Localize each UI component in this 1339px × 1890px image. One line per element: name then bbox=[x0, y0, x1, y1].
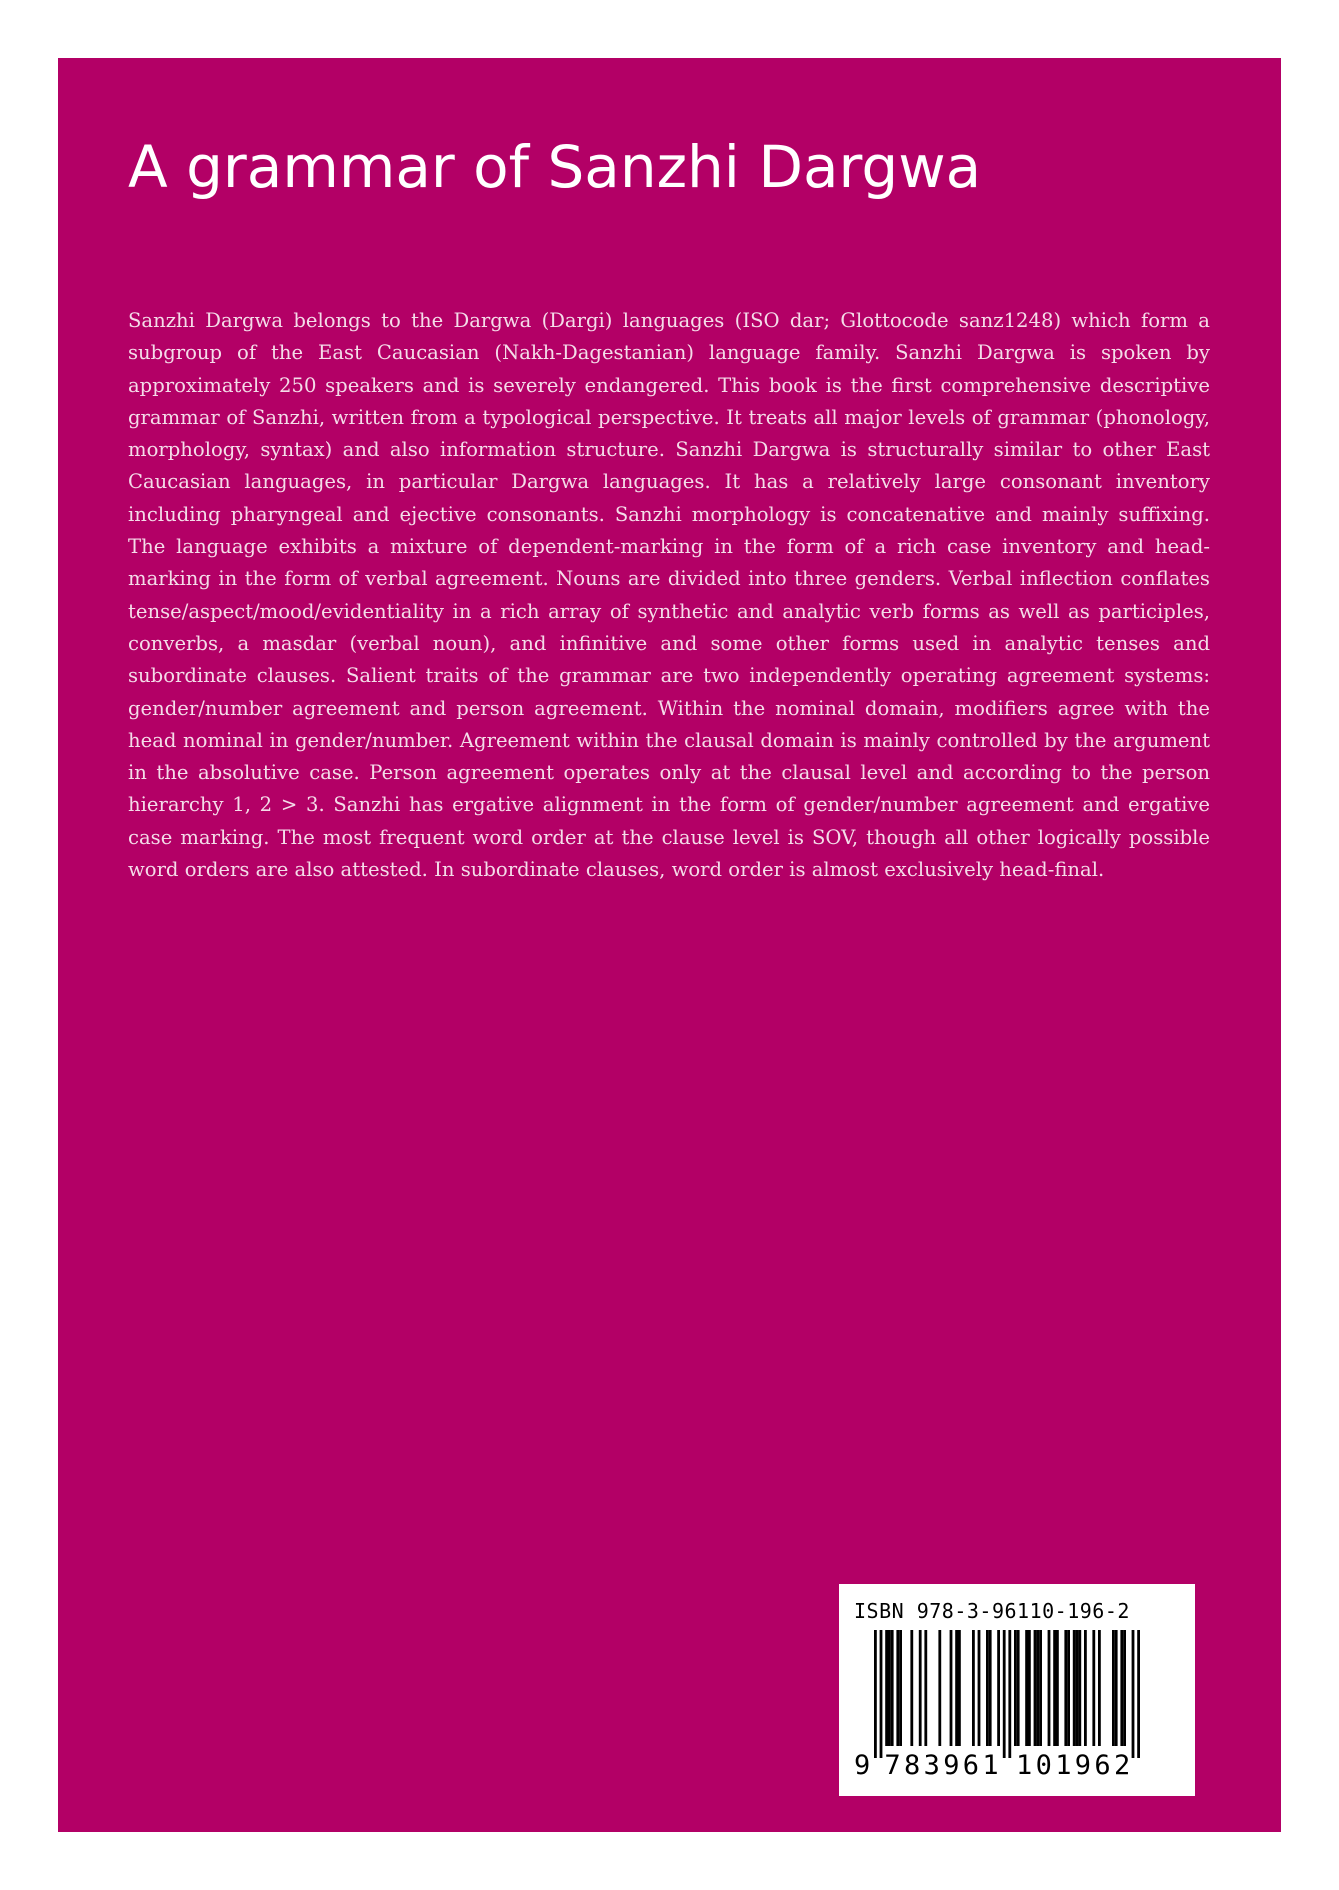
barcode-bar bbox=[955, 1630, 958, 1746]
barcode-bar bbox=[1028, 1630, 1031, 1746]
barcode-digit: 6 bbox=[962, 1750, 980, 1781]
barcode-bar bbox=[1008, 1630, 1011, 1758]
barcode-bar bbox=[997, 1630, 1000, 1746]
barcode-bar bbox=[1053, 1630, 1056, 1746]
barcode-bar bbox=[885, 1630, 888, 1746]
barcode-digit: 7 bbox=[884, 1750, 901, 1781]
barcode-bar bbox=[1073, 1630, 1076, 1746]
barcode-bar bbox=[1034, 1630, 1037, 1746]
barcode-bar bbox=[880, 1630, 883, 1758]
barcode-bar bbox=[1120, 1630, 1123, 1746]
barcode-bars bbox=[854, 1630, 1180, 1758]
barcode-digit: 1 bbox=[1016, 1750, 1033, 1781]
barcode-bar bbox=[1076, 1630, 1079, 1746]
barcode-digit: 8 bbox=[904, 1750, 921, 1781]
book-description: Sanzhi Dargwa belongs to the Dargwa (Dargi) languages (ISO dar; Glottocode sanz1248) which form a subgroup of the East Caucasian (Nakh-Dagestanian) language family. Sanzhi Dargwa is spoken by approximately 250 speakers and is severely endangered. This book is the first comprehensive descriptive grammar of Sanzhi, written from a typological perspective. It treats all major levels of grammar (phonology, morphology, syntax) and also information structure. Sanzhi Dargwa is structurally similar to other East Caucasian languages, in particular Dargwa languages. It has a relatively large consonant inventory including pharyngeal and ejective consonants. Sanzhi morphology is concatenative and mainly suffixing. The language exhibits a mixture of dependent-marking in the form of a rich case inventory and head-marking in the form of verbal agreement. Nouns are divided into three genders. Verbal inflection conflates tense/aspect/​mood/evidentiality in a rich array of synthetic and analytic verb forms as well as participles, converbs, a masdar (verbal noun), and infinitive and some other forms used in analytic tenses and subordinate clauses. Salient traits of the grammar are two independently operating agreement systems: gender/number agreement and person agreement. Within the nominal domain, modifiers agree with the head nominal in gender/number. Agreement within the clausal domain is mainly controlled by the argument in the absolutive case. Person agreement operates only at the clausal level and according to the person hierarchy 1, 2 > 3. Sanzhi has ergative alignment in the form of gender/number agreement and ergative case marking. The most frequent word order at the clause level is SOV, though all other logically possible word orders are also attested. In subordinate clauses, word order is almost exclusively head-final. bbox=[128, 309, 1210, 882]
barcode-bar bbox=[1014, 1630, 1017, 1746]
isbn-barcode bbox=[839, 1584, 1195, 1796]
barcode-bar bbox=[874, 1630, 877, 1758]
barcode-digit: 3 bbox=[923, 1750, 940, 1781]
barcode-bar bbox=[1098, 1630, 1101, 1746]
barcode-digit: 0 bbox=[1035, 1750, 1052, 1781]
barcode-digit: 1 bbox=[982, 1750, 999, 1781]
barcode-bar bbox=[1036, 1630, 1039, 1746]
barcode-bar bbox=[978, 1630, 981, 1746]
barcode-bar bbox=[1039, 1630, 1042, 1746]
barcode-bar bbox=[899, 1630, 902, 1746]
barcode-bar bbox=[986, 1630, 989, 1746]
barcode-digit: 9 bbox=[943, 1750, 960, 1781]
barcode-bar bbox=[1056, 1630, 1059, 1746]
barcode-bar bbox=[888, 1630, 891, 1746]
barcode-bar bbox=[1137, 1630, 1140, 1758]
barcode-bar bbox=[1064, 1630, 1067, 1746]
barcode-bar bbox=[896, 1630, 899, 1746]
cover-panel bbox=[58, 58, 1281, 1832]
barcode-bar bbox=[1132, 1630, 1135, 1758]
barcode-bar bbox=[919, 1630, 922, 1746]
barcode-bar bbox=[1123, 1630, 1126, 1746]
barcode-digit: 6 bbox=[1094, 1750, 1111, 1781]
barcode-bar bbox=[972, 1630, 975, 1746]
barcode-digit: 9 bbox=[854, 1750, 871, 1781]
barcode-bar bbox=[1078, 1630, 1081, 1746]
barcode-bar bbox=[910, 1630, 913, 1746]
barcode-bar bbox=[1112, 1630, 1115, 1746]
barcode-digit: 9 bbox=[1074, 1750, 1092, 1781]
barcode-bar bbox=[1067, 1630, 1070, 1746]
barcode-bar bbox=[1003, 1630, 1006, 1758]
barcode-bar bbox=[938, 1630, 941, 1746]
barcode-bar bbox=[1092, 1630, 1095, 1746]
barcode-bar bbox=[950, 1630, 953, 1746]
barcode-bar bbox=[1115, 1630, 1118, 1746]
isbn-label: ISBN 978-3-96110-196-2 bbox=[854, 1599, 1130, 1623]
barcode-bar bbox=[1025, 1630, 1028, 1746]
book-title: A grammar of Sanzhi Dargwa bbox=[128, 133, 982, 201]
barcode-bar bbox=[1017, 1630, 1020, 1746]
barcode-bar bbox=[958, 1630, 961, 1746]
barcode-digit: 1 bbox=[1055, 1750, 1072, 1781]
barcode-bar bbox=[989, 1630, 992, 1746]
barcode-bar bbox=[891, 1630, 894, 1746]
barcode-digit: 2 bbox=[1114, 1750, 1131, 1781]
barcode-bar bbox=[1048, 1630, 1051, 1746]
barcode-bar bbox=[1084, 1630, 1087, 1746]
barcode-bar bbox=[924, 1630, 927, 1746]
